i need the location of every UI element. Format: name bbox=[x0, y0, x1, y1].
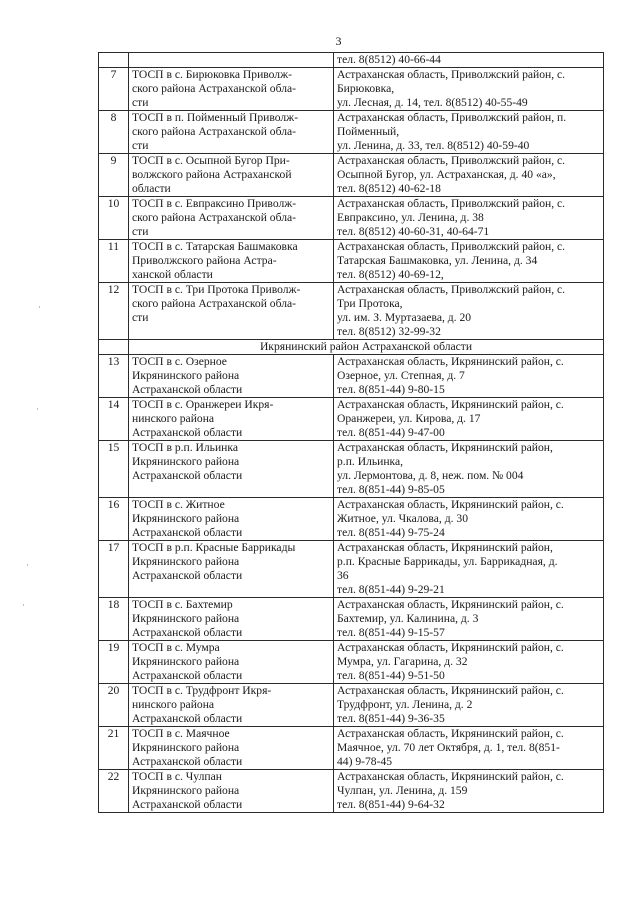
organization-line: ского района Астраханской обла- bbox=[132, 125, 297, 138]
organization-line: Астраханской области bbox=[132, 755, 243, 768]
organization-line: сти bbox=[132, 96, 149, 109]
table-row bbox=[99, 541, 604, 598]
organization-cell bbox=[129, 641, 334, 684]
scan-speck: · bbox=[38, 302, 41, 312]
address-line: ул. им. З. Муртазаева, д. 20 bbox=[337, 311, 472, 324]
address-cell bbox=[334, 770, 604, 813]
row-number-cell bbox=[99, 53, 129, 68]
organization-line: области bbox=[132, 182, 171, 195]
address-line: Астраханская область, Икрянинский район, с. bbox=[337, 355, 564, 368]
table-row bbox=[99, 641, 604, 684]
organization-line: ТОСП в с. Озерное bbox=[132, 355, 227, 368]
row-number-cell: 16 bbox=[99, 498, 129, 541]
table-row bbox=[99, 240, 604, 283]
organization-line: сти bbox=[132, 311, 149, 324]
address-line: Астраханская область, Икрянинский район, с. bbox=[337, 398, 564, 411]
section-title: Икрянинский район Астраханской области bbox=[129, 340, 604, 355]
scan-speck: · bbox=[26, 560, 29, 570]
organization-line: нинского района bbox=[132, 698, 215, 711]
address-line: тел. 8(851-44) 9-36-35 bbox=[337, 712, 445, 725]
address-cell bbox=[334, 111, 604, 154]
row-number-cell: 21 bbox=[99, 727, 129, 770]
address-line: тел. 8(851-44) 9-47-00 bbox=[337, 426, 445, 439]
organization-cell bbox=[129, 498, 334, 541]
address-line: Бирюковка, bbox=[337, 82, 395, 95]
organization-line: ТОСП в р.п. Ильинка bbox=[132, 441, 238, 454]
organization-line: волжского района Астраханской bbox=[132, 168, 292, 181]
organization-line: Икрянинского района bbox=[132, 512, 240, 525]
organization-line: Икрянинского района bbox=[132, 455, 240, 468]
organization-line: Икрянинского района bbox=[132, 369, 240, 382]
organization-line: ТОСП в с. Татарская Башмаковка bbox=[132, 240, 298, 253]
address-line: Евпраксино, ул. Ленина, д. 38 bbox=[337, 211, 484, 224]
address-line: Астраханская область, Приволжский район, с. bbox=[337, 154, 566, 167]
organization-line: ТОСП в с. Мумра bbox=[132, 641, 220, 654]
organization-line: Астраханской области bbox=[132, 669, 243, 682]
organization-line: ТОСП в с. Маячное bbox=[132, 727, 230, 740]
organization-cell bbox=[129, 154, 334, 197]
table-row bbox=[99, 441, 604, 498]
organization-line: Астраханской области bbox=[132, 426, 243, 439]
organization-line: Астраханской области bbox=[132, 469, 243, 482]
address-line: Астраханская область, Икрянинский район, с. bbox=[337, 498, 564, 511]
address-line: ул. Ленина, д. 33, тел. 8(8512) 40-59-40 bbox=[337, 139, 530, 152]
scan-speck: · bbox=[22, 600, 25, 610]
address-line: тел. 8(851-44) 9-64-32 bbox=[337, 798, 445, 811]
address-line: тел. 8(8512) 40-69-12, bbox=[337, 268, 444, 281]
table-row bbox=[99, 727, 604, 770]
table-row bbox=[99, 770, 604, 813]
table-row bbox=[99, 154, 604, 197]
address-line: ул. Лермонтова, д. 8, неж. пом. № 004 bbox=[337, 469, 524, 482]
address-line: Чулпан, ул. Ленина, д. 159 bbox=[337, 784, 468, 797]
organization-line: ского района Астраханской обла- bbox=[132, 82, 297, 95]
address-line: Бахтемир, ул. Калинина, д. 3 bbox=[337, 612, 479, 625]
row-number-cell: 9 bbox=[99, 154, 129, 197]
address-line: р.п. Красные Баррикады, ул. Баррикадная, д. bbox=[337, 555, 558, 568]
address-cell bbox=[334, 541, 604, 598]
organization-line: ТОСП в с. Бахтемир bbox=[132, 598, 233, 611]
row-number-cell: 19 bbox=[99, 641, 129, 684]
address-line: Пойменный, bbox=[337, 125, 400, 138]
organization-cell bbox=[129, 398, 334, 441]
address-cell bbox=[334, 355, 604, 398]
organization-line: Приволжского района Астра- bbox=[132, 254, 277, 267]
address-line: Маячное, ул. 70 лет Октября, д. 1, тел. 8(851- bbox=[337, 741, 560, 754]
address-line: тел. 8(851-44) 9-85-05 bbox=[337, 483, 445, 496]
address-line: Астраханская область, Приволжский район, п. bbox=[337, 111, 567, 124]
address-cell bbox=[334, 641, 604, 684]
organization-line: ТОСП в п. Пойменный Приволж- bbox=[132, 111, 299, 124]
organization-line: ТОСП в с. Оранжереи Икря- bbox=[132, 398, 274, 411]
organization-line: сти bbox=[132, 225, 149, 238]
address-cell bbox=[334, 283, 604, 340]
address-line: Осыпной Бугор, ул. Астраханская, д. 40 «а», bbox=[337, 168, 556, 181]
organization-cell bbox=[129, 541, 334, 598]
table-row bbox=[99, 53, 604, 68]
organization-line: сти bbox=[132, 139, 149, 152]
organization-line: ТОСП в с. Житное bbox=[132, 498, 225, 511]
address-cell bbox=[334, 441, 604, 498]
organization-cell bbox=[129, 111, 334, 154]
organization-line: ТОСП в с. Евпраксино Приволж- bbox=[132, 197, 297, 210]
address-line: тел. 8(851-44) 9-75-24 bbox=[337, 526, 445, 539]
address-line: Озерное, ул. Степная, д. 7 bbox=[337, 369, 465, 382]
organization-cell bbox=[129, 684, 334, 727]
organization-line: Икрянинского района bbox=[132, 655, 240, 668]
address-line: тел. 8(8512) 40-60-31, 40-64-71 bbox=[337, 225, 490, 238]
row-number-cell: 15 bbox=[99, 441, 129, 498]
organization-line: Астраханской области bbox=[132, 798, 243, 811]
address-line: Мумра, ул. Гагарина, д. 32 bbox=[337, 655, 468, 668]
address-line: 44) 9-78-45 bbox=[337, 755, 393, 768]
row-number-cell: 7 bbox=[99, 68, 129, 111]
organization-line: ского района Астраханской обла- bbox=[132, 297, 297, 310]
address-line: Астраханская область, Икрянинский район, с. bbox=[337, 770, 564, 783]
address-line: Трудфронт, ул. Ленина, д. 2 bbox=[337, 698, 473, 711]
scan-speck: · bbox=[36, 404, 39, 414]
organization-line: ханской области bbox=[132, 268, 213, 281]
section-spacer-cell bbox=[99, 340, 129, 355]
table-row bbox=[99, 283, 604, 340]
organization-cell bbox=[129, 727, 334, 770]
organization-line: ТОСП в с. Бирюковка Приволж- bbox=[132, 68, 292, 81]
organization-line: ского района Астраханской обла- bbox=[132, 211, 297, 224]
organization-cell bbox=[129, 283, 334, 340]
organization-cell bbox=[129, 68, 334, 111]
address-cell bbox=[334, 197, 604, 240]
address-cell bbox=[334, 240, 604, 283]
row-number-cell: 18 bbox=[99, 598, 129, 641]
organization-line: нинского района bbox=[132, 412, 215, 425]
address-line: р.п. Ильинка, bbox=[337, 455, 404, 468]
organization-line: ТОСП в р.п. Красные Баррикады bbox=[132, 541, 296, 554]
address-line: Астраханская область, Икрянинский район, bbox=[337, 441, 553, 454]
address-line: Астраханская область, Икрянинский район, с. bbox=[337, 641, 564, 654]
table-row bbox=[99, 111, 604, 154]
registry-table bbox=[98, 52, 604, 813]
organization-cell bbox=[129, 770, 334, 813]
address-line: Оранжереи, ул. Кирова, д. 17 bbox=[337, 412, 481, 425]
address-line: тел. 8(851-44) 9-51-50 bbox=[337, 669, 445, 682]
row-number-cell: 22 bbox=[99, 770, 129, 813]
row-number-cell: 8 bbox=[99, 111, 129, 154]
organization-line: Астраханской области bbox=[132, 526, 243, 539]
row-number-cell: 12 bbox=[99, 283, 129, 340]
address-line: 36 bbox=[337, 569, 349, 582]
row-number-cell: 14 bbox=[99, 398, 129, 441]
address-line: Астраханская область, Икрянинский район, с. bbox=[337, 727, 564, 740]
organization-line: ТОСП в с. Чулпан bbox=[132, 770, 222, 783]
organization-cell bbox=[129, 598, 334, 641]
address-line: Житное, ул. Чкалова, д. 30 bbox=[337, 512, 468, 525]
section-header-row bbox=[99, 340, 604, 355]
organization-line: Астраханской области bbox=[132, 626, 243, 639]
organization-line: ТОСП в с. Трудфронт Икря- bbox=[132, 684, 272, 697]
address-cell bbox=[334, 398, 604, 441]
row-number-cell: 17 bbox=[99, 541, 129, 598]
address-line: ул. Лесная, д. 14, тел. 8(8512) 40-55-49 bbox=[337, 96, 528, 109]
address-line: тел. 8(851-44) 9-15-57 bbox=[337, 626, 445, 639]
table-row bbox=[99, 398, 604, 441]
row-number-cell: 20 bbox=[99, 684, 129, 727]
organization-line: ТОСП в с. Три Протока Приволж- bbox=[132, 283, 301, 296]
organization-line: Астраханской области bbox=[132, 712, 243, 725]
table-row bbox=[99, 197, 604, 240]
address-cell bbox=[334, 154, 604, 197]
address-line: Астраханская область, Приволжский район, с. bbox=[337, 283, 566, 296]
address-line: тел. 8(851-44) 9-29-21 bbox=[337, 583, 445, 596]
address-line: Татарская Башмаковка, ул. Ленина, д. 34 bbox=[337, 254, 538, 267]
organization-line: Астраханской области bbox=[132, 383, 243, 396]
address-line: тел. 8(8512) 40-66-44 bbox=[337, 53, 441, 66]
row-number-cell: 11 bbox=[99, 240, 129, 283]
organization-cell bbox=[129, 240, 334, 283]
address-line: Астраханская область, Икрянинский район, с. bbox=[337, 598, 564, 611]
table-row bbox=[99, 598, 604, 641]
address-cell bbox=[334, 498, 604, 541]
address-line: тел. 8(8512) 40-62-18 bbox=[337, 182, 441, 195]
table-row bbox=[99, 68, 604, 111]
organization-cell bbox=[129, 441, 334, 498]
address-cell bbox=[334, 53, 604, 68]
organization-cell bbox=[129, 197, 334, 240]
organization-line: Икрянинского района bbox=[132, 555, 240, 568]
row-number-cell: 13 bbox=[99, 355, 129, 398]
organization-line: Астраханской области bbox=[132, 569, 243, 582]
organization-cell bbox=[129, 355, 334, 398]
table-row bbox=[99, 498, 604, 541]
address-line: тел. 8(851-44) 9-80-15 bbox=[337, 383, 445, 396]
address-line: тел. 8(8512) 32-99-32 bbox=[337, 325, 441, 338]
row-number-cell: 10 bbox=[99, 197, 129, 240]
address-line: Астраханская область, Приволжский район, с. bbox=[337, 197, 566, 210]
table-row bbox=[99, 355, 604, 398]
organization-line: Икрянинского района bbox=[132, 741, 240, 754]
address-line: Астраханская область, Приволжский район, с. bbox=[337, 68, 566, 81]
organization-cell bbox=[129, 53, 334, 68]
address-line: Астраханская область, Приволжский район, с. bbox=[337, 240, 566, 253]
address-cell bbox=[334, 68, 604, 111]
organization-line: Икрянинского района bbox=[132, 612, 240, 625]
table-row bbox=[99, 684, 604, 727]
address-line: Три Протока, bbox=[337, 297, 403, 310]
address-cell bbox=[334, 684, 604, 727]
address-cell bbox=[334, 727, 604, 770]
page-number: 3 bbox=[335, 34, 342, 48]
address-line: Астраханская область, Икрянинский район, с. bbox=[337, 684, 564, 697]
address-cell bbox=[334, 598, 604, 641]
address-line: Астраханская область, Икрянинский район, bbox=[337, 541, 553, 554]
organization-line: ТОСП в с. Осыпной Бугор При- bbox=[132, 154, 290, 167]
organization-line: Икрянинского района bbox=[132, 784, 240, 797]
